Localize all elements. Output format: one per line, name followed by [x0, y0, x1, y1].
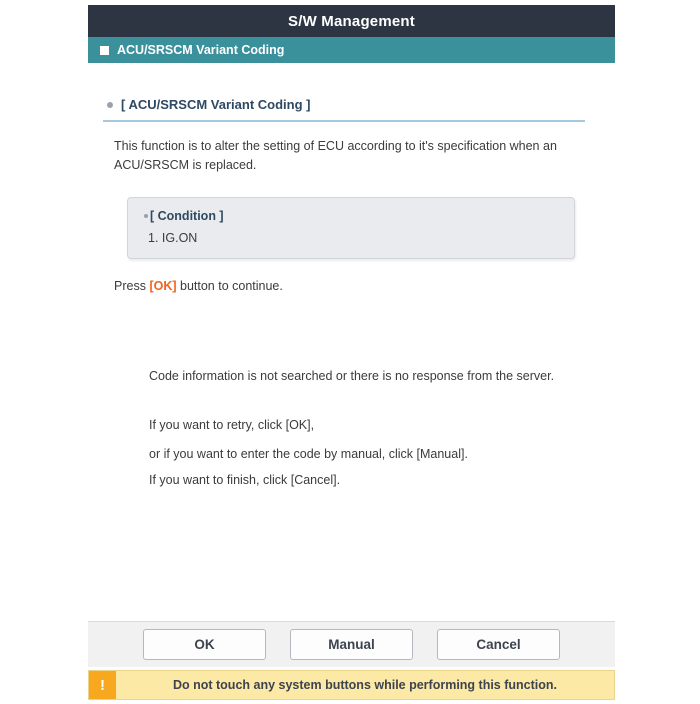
cancel-button[interactable]: Cancel	[437, 629, 560, 660]
instruction-suffix: button to continue.	[176, 279, 283, 293]
message-line: If you want to retry, click [OK],	[149, 418, 315, 432]
section-heading	[103, 97, 585, 122]
warning-text: Do not touch any system buttons while performing this function.	[172, 678, 558, 692]
condition-title: [ Condition ]	[150, 209, 224, 223]
function-header	[88, 37, 615, 63]
instruction-line	[114, 279, 615, 293]
message-line: Code information is not searched or there is no response from the server.	[149, 369, 555, 383]
function-header-label: ACU/SRSCM Variant Coding	[117, 43, 285, 57]
square-bullet-icon	[100, 46, 109, 55]
instruction-prefix: Press	[114, 279, 150, 293]
page-title: S/W Management	[288, 12, 415, 30]
condition-title-row	[144, 209, 558, 223]
warning-bar	[88, 670, 615, 700]
instruction-ok-highlight: [OK]	[149, 279, 177, 293]
section-title: [ ACU/SRSCM Variant Coding ]	[121, 97, 311, 112]
sw-management-panel	[88, 5, 615, 700]
button-bar	[88, 621, 615, 667]
function-description: This function is to alter the setting of ECU according to it's specification when an ACU/SRSCM is replaced.	[114, 139, 557, 172]
ok-button[interactable]: OK	[143, 629, 266, 660]
condition-item: 1. IG.ON	[148, 231, 198, 245]
exclamation-icon: !	[89, 671, 116, 699]
message-line: or if you want to enter the code by manual, click [Manual].	[149, 447, 468, 461]
manual-button[interactable]: Manual	[290, 629, 413, 660]
condition-box	[127, 197, 575, 259]
bullet-icon	[107, 102, 113, 108]
title-bar	[88, 5, 615, 37]
bullet-icon	[144, 214, 148, 218]
dialog-message-block	[149, 369, 619, 488]
message-line: If you want to finish, click [Cancel].	[149, 473, 341, 487]
